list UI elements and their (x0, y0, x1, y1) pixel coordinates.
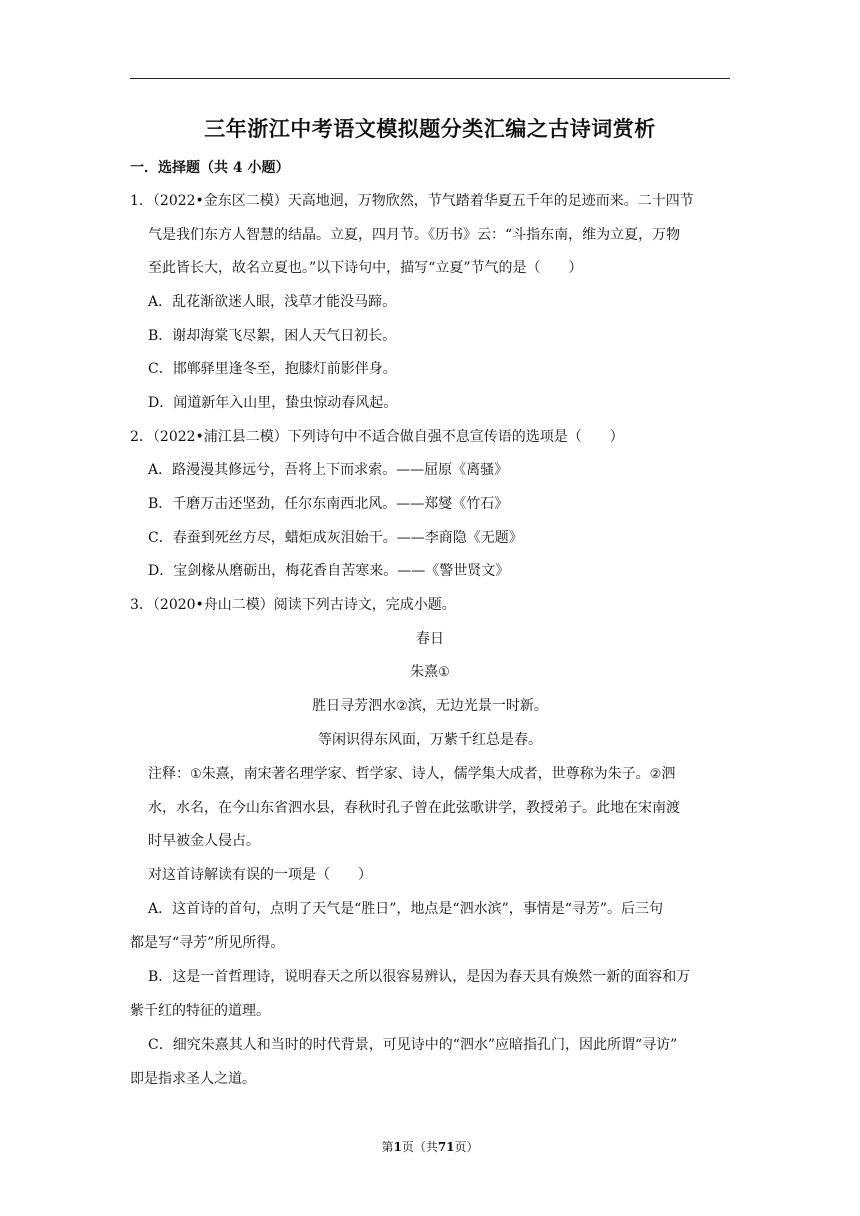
page-number: 1 (393, 1140, 402, 1154)
header-rule (130, 78, 730, 79)
q3-note-line-2: 水，水名，在今山东省泗水县，春秋时孔子曾在此弦歌讲学，教授弟子。此地在宋南渡 (148, 800, 680, 816)
q3-option-b-line-1: B．这是一首哲理诗，说明春天之所以很容易辨认，是因为春天具有焕然一新的面容和万 (148, 969, 691, 985)
q3-option-b-line-2: 紫千红的特征的道理。 (130, 1003, 270, 1019)
q3-option-c-line-2: 即是指求圣人之道。 (130, 1071, 256, 1087)
q3-question: 对这首诗解读有误的一项是（ ） (148, 867, 372, 883)
q2-option-a: A．路漫漫其修远兮，吾将上下而求索。——屈原《离骚》 (148, 462, 509, 478)
q2-option-d: D．宝剑椽从磨砺出，梅花香自苦寒来。——《警世贤文》 (148, 563, 510, 579)
q3-option-c-line-1: C．细究朱熹其人和当时的时代背景，可见诗中的“泗水”应暗指孔门，因此所谓“寻访” (148, 1037, 678, 1053)
q1-stem-line-1: 1．（2022•金东区二模）天高地迥，万物欣然，节气踏着华夏五千年的足迹而来。二十四节 (130, 193, 694, 209)
q2-stem: 2．（2022•浦江县二模）下列诗句中不适合做自强不息宣传语的选项是（ ） (130, 429, 624, 445)
footnote-marker-1: ① (438, 665, 450, 680)
poem-author: 朱熹① (410, 664, 450, 680)
q3-note-line-1: 注释：①朱熹，南宋著名理学家、哲学家、诗人，儒学集大成者，世尊称为朱子。②泗 (148, 766, 676, 782)
q2-option-c: C．春蚕到死丝方尽，蜡炬成灰泪始干。——李商隐《无题》 (148, 530, 523, 546)
q1-option-a: A．乱花渐欲迷人眼，浅草才能没马蹄。 (148, 294, 397, 310)
q2-option-b: B．千磨万击还坚劲，任尔东南西北风。——郑燮《竹石》 (148, 496, 509, 512)
footnote-marker-2: ② (396, 699, 408, 714)
q1-option-d: D．闻道新年入山里，蛰虫惊动春风起。 (148, 395, 398, 411)
q3-note-line-3: 时早被金人侵占。 (148, 833, 260, 849)
q1-stem-line-3: 至此皆长大，故名立夏也。”以下诗句中，描写“立夏”节气的是（ ） (148, 260, 583, 276)
poem-verse-1: 胜日寻芳泗水②滨，无边光景一时新。 (312, 698, 548, 714)
q1-option-c: C．邯郸驿里逢冬至，抱膝灯前影伴身。 (148, 361, 397, 377)
q3-option-a-line-1: A．这首诗的首句，点明了天气是“胜日”，地点是“泗水滨”，事情是“寻芳”。后三句 (148, 901, 664, 917)
q3-stem: 3．（2020•舟山二模）阅读下列古诗文，完成小题。 (130, 597, 456, 613)
q1-option-b: B．谢却海棠飞尽絮，困人天气日初长。 (148, 328, 397, 344)
page-footer: 第1页（共71页） (381, 1140, 479, 1154)
q3-option-a-line-2: 都是写“寻芳”所见所得。 (130, 935, 285, 951)
q1-stem-line-2: 气是我们东方人智慧的结晶。立夏，四月节。《历书》云：“斗指东南，维为立夏，万物 (148, 227, 681, 243)
page-total: 71 (437, 1140, 455, 1154)
poem-title: 春日 (416, 631, 444, 647)
section-heading: 一．选择题（共 4 小题） (130, 160, 290, 176)
poem-verse-2: 等闲识得东风面，万紫千红总是春。 (318, 732, 542, 748)
document-title: 三年浙江中考语文模拟题分类汇编之古诗词赏析 (204, 116, 656, 141)
